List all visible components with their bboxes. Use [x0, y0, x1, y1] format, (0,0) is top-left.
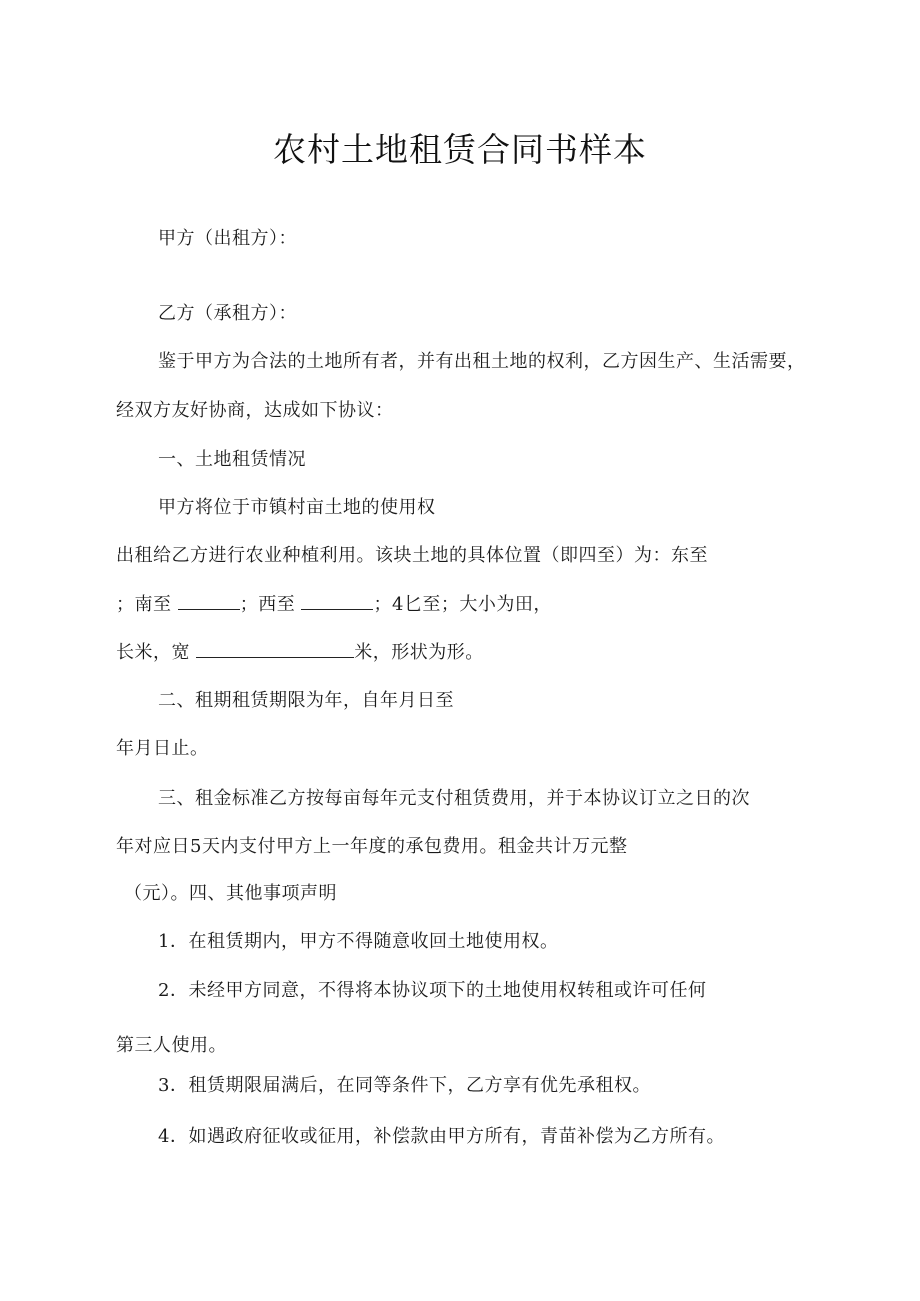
- item-3: 3．租赁期限届满后，在同等条件下，乙方享有优先承租权。: [158, 1075, 651, 1096]
- width-blank: [196, 641, 354, 658]
- west-boundary-label: ；西至: [239, 594, 296, 615]
- section-3-line-1: 三、租金标准乙方按每亩每年元支付租赁费用，并于本协议订立之日的次: [158, 788, 750, 809]
- section-1-line-2: 出租给乙方进行农业种植利用。该块土地的具体位置（即四至）为：东至: [116, 545, 708, 566]
- south-boundary-blank: [178, 593, 240, 610]
- section-2-line-2: 年月日止。: [116, 738, 209, 759]
- item-2-line-1: 2．未经甲方同意，不得将本协议项下的土地使用权转租或许可任何: [158, 980, 707, 1001]
- section-1-line-4: [116, 641, 484, 665]
- shape-label: 米，形状为形。: [354, 642, 484, 663]
- section-1-line-1: 甲方将位于市镇村亩土地的使用权: [158, 497, 436, 518]
- item-2-line-2: 第三人使用。: [116, 1035, 227, 1056]
- south-boundary-label: ；南至: [116, 594, 172, 615]
- section-3-line-2: 年对应日5天内支付甲方上一年度的承包费用。租金共计万元整: [116, 836, 628, 857]
- party-a-label: 甲方（出租方）：: [158, 228, 297, 249]
- party-b-label: 乙方（承租方）：: [158, 303, 297, 324]
- section-2-line-1: 二、租期租赁期限为年，自年月日至: [158, 690, 454, 711]
- west-boundary-blank: [301, 593, 373, 610]
- preamble-line-1: 鉴于甲方为合法的土地所有者，并有出租土地的权利，乙方因生产、生活需要，: [158, 351, 806, 372]
- item-1: 1．在租赁期内，甲方不得随意收回土地使用权。: [158, 931, 559, 952]
- north-boundary-label: ；4匕至；大小为田，: [373, 594, 552, 615]
- length-width-label: 长米，宽: [116, 642, 190, 663]
- section-1-heading: 一、土地租赁情况: [158, 449, 306, 470]
- section-3-line-3: （元）。四、其他事项声明: [124, 883, 337, 904]
- item-4: 4．如遇政府征收或征用，补偿款由甲方所有，青苗补偿为乙方所有。: [158, 1126, 725, 1147]
- preamble-line-2: 经双方友好协商，达成如下协议：: [116, 400, 394, 421]
- document-title: 农村土地租赁合同书样本: [273, 130, 647, 169]
- section-1-line-3: [116, 593, 552, 617]
